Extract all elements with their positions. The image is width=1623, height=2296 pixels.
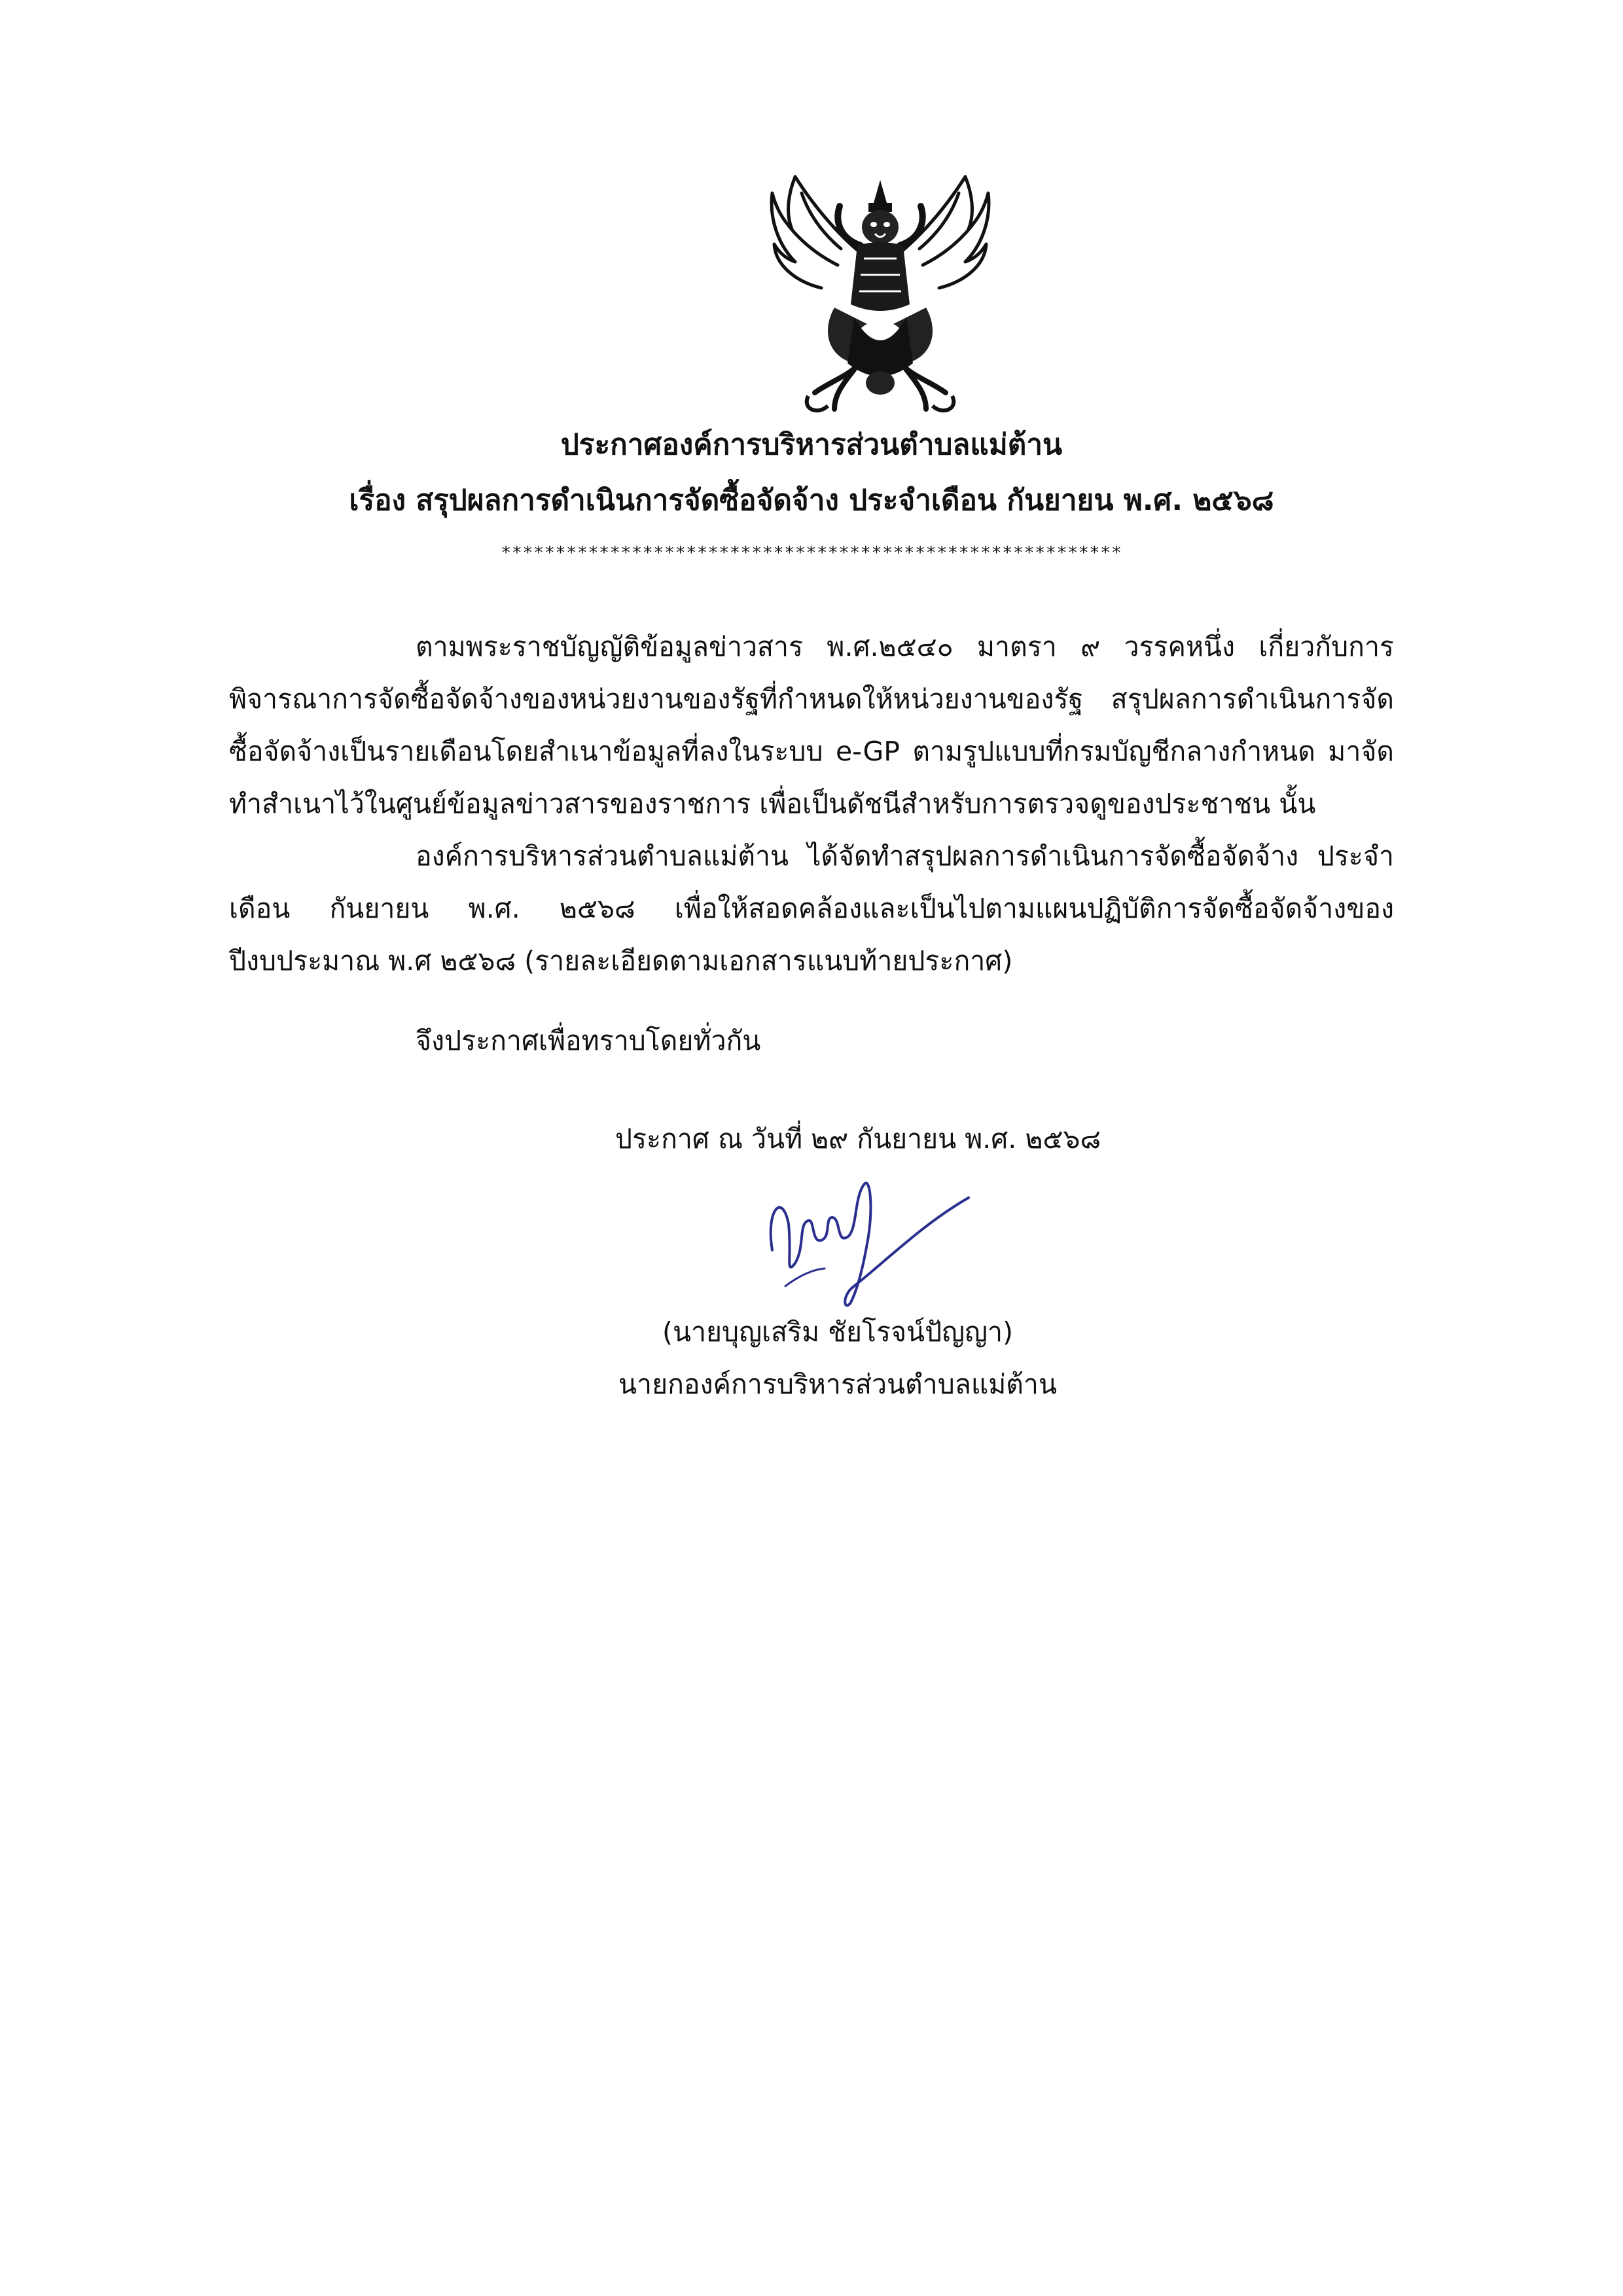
- body-paragraph-1: ตามพระราชบัญญัติข้อมูลข่าวสาร พ.ศ.๒๕๔๐ มาตรา ๙ วรรคหนึ่ง เกี่ยวกับการพิจารณาการจัดซื้อจัดจ้างของหน่วยงานของรัฐที่กำหนดให้หน่วยงานของรัฐ สรุปผลการดำเนินการจัดซื้อจัดจ้างเป็นรายเดือนโดยสำเนาข้อมูลที่ลงในระบบ e-GP ตามรูปแบบที่กรมบัญชีกลางกำหนด มาจัดทำสำเนาไว้ในศูนย์ข้อมูลข่าวสารของราชการ เพื่อเป็นดัชนีสำหรับการตรวจดูของประชาชน นั้น: [229, 631, 1394, 819]
- signer-name: (นายบุญเสริม ชัยโรจน์ปัญญา): [662, 1316, 1013, 1348]
- announcement-subject: เรื่อง สรุปผลการดำเนินการจัดซื้อจัดจ้าง ประจำเดือน กันยายน พ.ศ. ๒๕๖๘: [349, 484, 1274, 517]
- announcement-title: ประกาศองค์การบริหารส่วนตำบลแม่ต้าน: [560, 428, 1063, 461]
- asterisk-divider: *********************************************************: [501, 543, 1122, 563]
- signer-position: นายกองค์การบริหารส่วนตำบลแม่ต้าน: [618, 1369, 1057, 1400]
- body-paragraph-2: องค์การบริหารส่วนตำบลแม่ต้าน ได้จัดทำสรุปผลการดำเนินการจัดซื้อจัดจ้าง ประจำเดือน กันยายน พ.ศ. ๒๕๖๘ เพื่อให้สอดคล้องและเป็นไปตามแผนปฏิบัติการจัดซื้อจัดจ้างของปีงบประมาณ พ.ศ ๒๕๖๘ (รายละเอียดตามเอกสารแนบท้ายประกาศ): [229, 840, 1394, 977]
- announcement-date: ประกาศ ณ วันที่ ๒๙ กันยายน พ.ศ. ๒๕๖๘: [615, 1123, 1101, 1155]
- signature-image: [759, 1172, 975, 1322]
- closing-statement: จึงประกาศเพื่อทราบโดยทั่วกัน: [416, 1025, 761, 1056]
- garuda-emblem-icon: [756, 167, 1005, 419]
